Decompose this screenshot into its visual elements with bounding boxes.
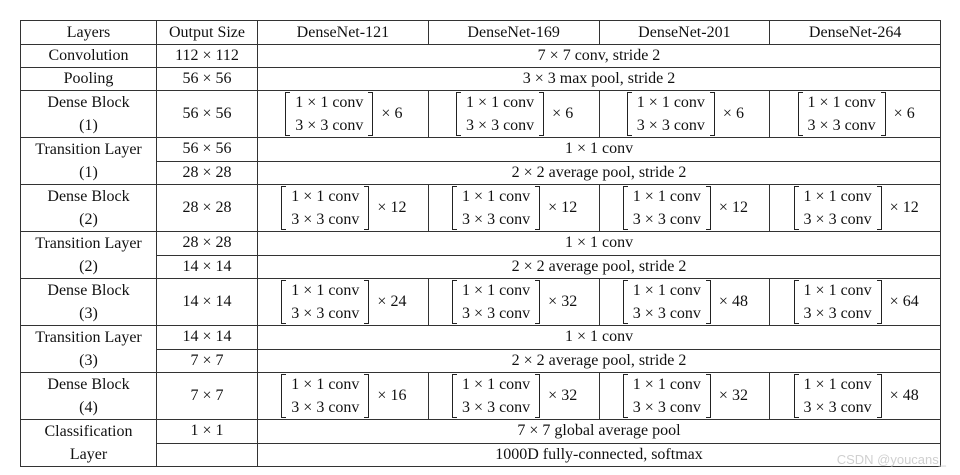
dense-block-config: [258, 373, 429, 420]
repeat-multiplier: × 12: [718, 199, 748, 216]
densenet-architecture-table: [20, 20, 941, 467]
layer-name: [21, 373, 157, 420]
output-size: 28 × 28: [157, 232, 258, 256]
dense-block-config: [258, 279, 429, 326]
output-size: 14 × 14: [157, 255, 258, 279]
dense-block-config: [770, 185, 941, 232]
header-densenet-121: DenseNet-121: [258, 21, 429, 45]
layer-config: 2 × 2 average pool, stride 2: [258, 349, 941, 373]
output-size: [157, 443, 258, 467]
conv-3x3: 3 × 3 conv: [295, 117, 364, 134]
row-transition-layer-3a: [21, 326, 941, 350]
conv-bracket: [279, 373, 371, 419]
layer-config: 7 × 7 global average pool: [258, 420, 941, 444]
conv-3x3: 3 × 3 conv: [632, 211, 701, 228]
conv-bracket: [621, 373, 713, 419]
layer-index: (3): [79, 352, 98, 369]
layer-name: Convolution: [21, 45, 157, 68]
layer-name-line: Classification: [44, 423, 133, 440]
conv-bracket-group: [279, 279, 406, 325]
row-transition-layer-1b: [21, 161, 941, 185]
conv-bracket-group: [283, 91, 402, 137]
row-transition-layer-3b: [21, 349, 941, 373]
dense-block-config: [428, 91, 599, 138]
conv-bracket-group: [450, 279, 577, 325]
conv-3x3: 3 × 3 conv: [462, 399, 531, 416]
conv-1x1: 1 × 1 conv: [803, 282, 872, 299]
repeat-multiplier: × 24: [377, 293, 407, 310]
layer-name: [21, 279, 157, 326]
layer-name: [21, 326, 157, 373]
dense-block-config: [258, 91, 429, 138]
watermark: CSDN @youcans_: [836, 452, 946, 467]
conv-3x3: 3 × 3 conv: [632, 305, 701, 322]
layer-index: (2): [79, 211, 98, 228]
conv-bracket-group: [454, 91, 573, 137]
conv-bracket-group: [450, 373, 577, 419]
conv-1x1: 1 × 1 conv: [803, 376, 872, 393]
row-dense-block-3: [21, 279, 941, 326]
layer-config: 1000D fully-connected, softmax: [258, 443, 941, 467]
output-size: 7 × 7: [157, 349, 258, 373]
conv-bracket: [450, 185, 542, 231]
conv-bracket: [625, 91, 717, 137]
layer-index: (4): [79, 399, 98, 416]
conv-bracket: [621, 279, 713, 325]
layer-config: 1 × 1 conv: [258, 232, 941, 256]
conv-1x1: 1 × 1 conv: [807, 94, 876, 111]
repeat-multiplier: × 48: [889, 387, 919, 404]
conv-3x3: 3 × 3 conv: [466, 117, 535, 134]
layer-index: (1): [79, 164, 98, 181]
dense-block-config: [770, 373, 941, 420]
layer-name: [21, 138, 157, 185]
layer-name-line: Dense Block: [47, 188, 130, 205]
conv-1x1: 1 × 1 conv: [632, 376, 701, 393]
dense-block-config: [428, 279, 599, 326]
row-classification-b: [21, 443, 941, 467]
repeat-multiplier: × 12: [889, 199, 919, 216]
repeat-multiplier: × 12: [377, 199, 407, 216]
header-layers: Layers: [21, 21, 157, 45]
conv-bracket: [792, 279, 884, 325]
header-densenet-201: DenseNet-201: [599, 21, 770, 45]
repeat-multiplier: × 64: [889, 293, 919, 310]
layer-name-line: Transition Layer: [35, 235, 142, 252]
repeat-multiplier: × 32: [548, 293, 578, 310]
conv-bracket-group: [621, 279, 748, 325]
conv-3x3: 3 × 3 conv: [807, 117, 876, 134]
output-size: 28 × 28: [157, 161, 258, 185]
conv-bracket-group: [279, 185, 406, 231]
row-classification-a: [21, 420, 941, 444]
conv-bracket-group: [792, 279, 919, 325]
dense-block-config: [599, 373, 770, 420]
conv-3x3: 3 × 3 conv: [632, 399, 701, 416]
conv-3x3: 3 × 3 conv: [291, 305, 360, 322]
conv-bracket: [450, 373, 542, 419]
layer-name: Pooling: [21, 68, 157, 91]
conv-bracket: [454, 91, 546, 137]
layer-config: 2 × 2 average pool, stride 2: [258, 255, 941, 279]
output-size: 14 × 14: [157, 326, 258, 350]
conv-bracket: [450, 279, 542, 325]
layer-name-line: Dense Block: [47, 94, 130, 111]
conv-3x3: 3 × 3 conv: [291, 399, 360, 416]
conv-1x1: 1 × 1 conv: [803, 188, 872, 205]
layer-config: 1 × 1 conv: [258, 326, 941, 350]
conv-bracket-group: [621, 373, 748, 419]
conv-1x1: 1 × 1 conv: [632, 188, 701, 205]
repeat-multiplier: × 48: [718, 293, 748, 310]
layer-index: (3): [79, 305, 98, 322]
conv-1x1: 1 × 1 conv: [291, 376, 360, 393]
conv-1x1: 1 × 1 conv: [291, 188, 360, 205]
conv-3x3: 3 × 3 conv: [636, 117, 705, 134]
conv-1x1: 1 × 1 conv: [466, 94, 535, 111]
conv-bracket-group: [796, 91, 915, 137]
repeat-multiplier: × 6: [893, 105, 915, 122]
output-size: 7 × 7: [157, 373, 258, 420]
conv-bracket: [621, 185, 713, 231]
conv-1x1: 1 × 1 conv: [636, 94, 705, 111]
conv-bracket-group: [792, 185, 919, 231]
dense-block-config: [599, 185, 770, 232]
output-size: 14 × 14: [157, 279, 258, 326]
conv-bracket: [796, 91, 888, 137]
layer-name-line-2: Layer: [69, 446, 108, 463]
conv-bracket-group: [621, 185, 748, 231]
header-densenet-169: DenseNet-169: [428, 21, 599, 45]
output-size: 1 × 1: [157, 420, 258, 444]
conv-1x1: 1 × 1 conv: [462, 282, 531, 299]
output-size: 112 × 112: [157, 45, 258, 68]
dense-block-config: [599, 91, 770, 138]
conv-1x1: 1 × 1 conv: [291, 282, 360, 299]
conv-bracket-group: [625, 91, 744, 137]
layer-index: (2): [79, 258, 98, 275]
output-size: 56 × 56: [157, 138, 258, 162]
layer-name: [21, 185, 157, 232]
conv-bracket: [792, 185, 884, 231]
layer-name-line: Transition Layer: [35, 141, 142, 158]
header-output-size: Output Size: [157, 21, 258, 45]
conv-bracket-group: [450, 185, 577, 231]
conv-3x3: 3 × 3 conv: [462, 305, 531, 322]
repeat-multiplier: × 32: [718, 387, 748, 404]
output-size: 56 × 56: [157, 68, 258, 91]
dense-block-config: [428, 373, 599, 420]
layer-config: 7 × 7 conv, stride 2: [258, 45, 941, 68]
layer-config: 2 × 2 average pool, stride 2: [258, 161, 941, 185]
conv-bracket: [279, 185, 371, 231]
repeat-multiplier: × 12: [548, 199, 578, 216]
conv-bracket: [283, 91, 375, 137]
conv-bracket: [792, 373, 884, 419]
conv-bracket-group: [792, 373, 919, 419]
conv-1x1: 1 × 1 conv: [462, 188, 531, 205]
repeat-multiplier: × 6: [552, 105, 574, 122]
layer-config: 1 × 1 conv: [258, 138, 941, 162]
layer-config: 3 × 3 max pool, stride 2: [258, 68, 941, 91]
conv-3x3: 3 × 3 conv: [462, 211, 531, 228]
dense-block-config: [258, 185, 429, 232]
output-size: 56 × 56: [157, 91, 258, 138]
header-densenet-264: DenseNet-264: [770, 21, 941, 45]
layer-name-line: Dense Block: [47, 282, 130, 299]
conv-1x1: 1 × 1 conv: [632, 282, 701, 299]
layer-index: (1): [79, 117, 98, 134]
conv-1x1: 1 × 1 conv: [462, 376, 531, 393]
row-pooling: [21, 68, 941, 91]
dense-block-config: [770, 91, 941, 138]
row-dense-block-2: [21, 185, 941, 232]
output-size: 28 × 28: [157, 185, 258, 232]
row-transition-layer-1a: [21, 138, 941, 162]
layer-name: [21, 420, 157, 467]
conv-bracket-group: [279, 373, 406, 419]
row-dense-block-4: [21, 373, 941, 420]
header-row: [21, 21, 941, 45]
conv-bracket: [279, 279, 371, 325]
dense-block-config: [770, 279, 941, 326]
row-convolution: [21, 45, 941, 68]
row-transition-layer-2a: [21, 232, 941, 256]
row-dense-block-1: [21, 91, 941, 138]
repeat-multiplier: × 16: [377, 387, 407, 404]
conv-3x3: 3 × 3 conv: [803, 399, 872, 416]
layer-name: [21, 232, 157, 279]
repeat-multiplier: × 6: [381, 105, 403, 122]
conv-3x3: 3 × 3 conv: [803, 211, 872, 228]
layer-name: [21, 91, 157, 138]
row-transition-layer-2b: [21, 255, 941, 279]
dense-block-config: [428, 185, 599, 232]
conv-3x3: 3 × 3 conv: [291, 211, 360, 228]
conv-3x3: 3 × 3 conv: [803, 305, 872, 322]
layer-name-line: Transition Layer: [35, 329, 142, 346]
conv-1x1: 1 × 1 conv: [295, 94, 364, 111]
repeat-multiplier: × 6: [722, 105, 744, 122]
dense-block-config: [599, 279, 770, 326]
repeat-multiplier: × 32: [548, 387, 578, 404]
layer-name-line: Dense Block: [47, 376, 130, 393]
